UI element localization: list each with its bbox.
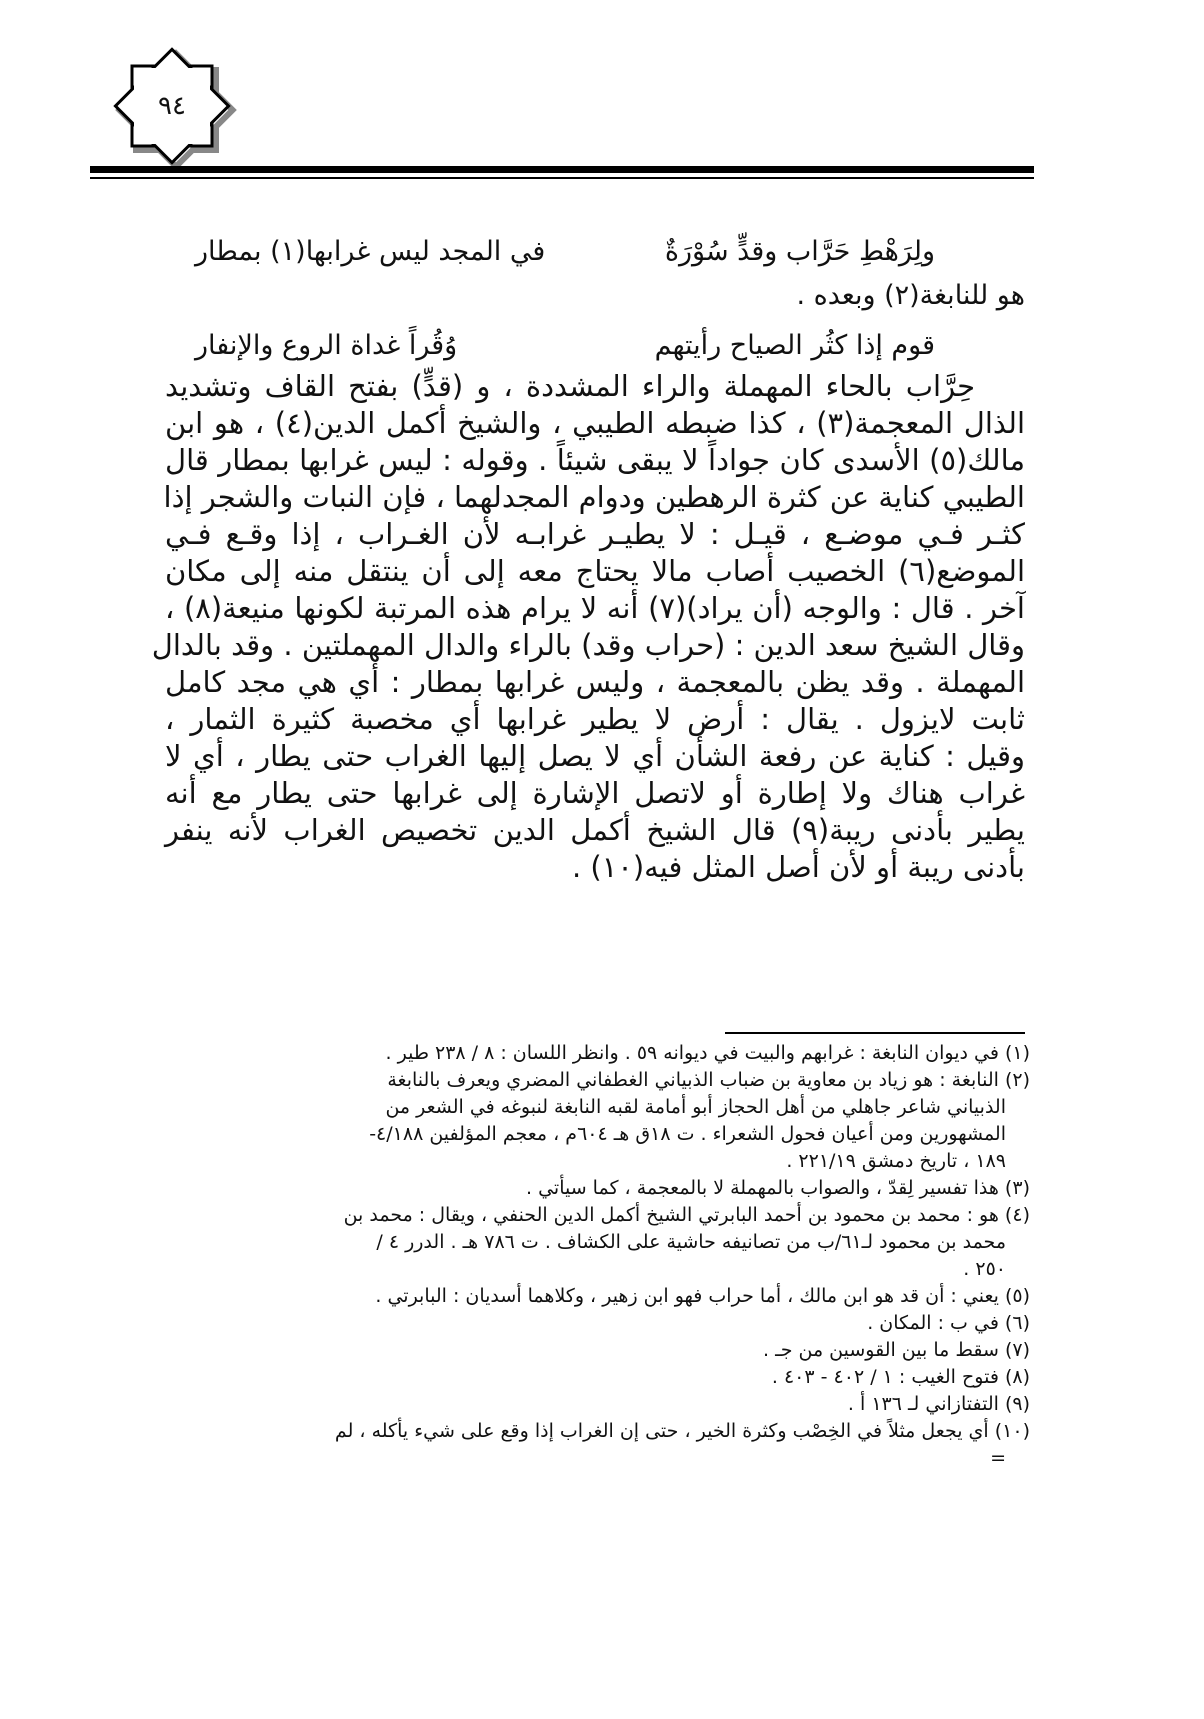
page-number-badge [106, 40, 238, 172]
commentary-line: بأدنى ريبة أو لأن أصل المثل فيه(١٠) . [571, 850, 1025, 884]
commentary-line: وقال الشيخ سعد الدين : (حراب وقد) بالراء والدال المهملتين . وقد بالدال [151, 628, 1025, 662]
commentary-line: الطيبي كناية عن كثرة الرهطين ودوام المجدلهما ، فإن النبات والشجر إذا [163, 480, 1025, 514]
footnote-separator [725, 1032, 1025, 1034]
commentary-line: المهملة . وقد يظن بالمعجمة ، وليس غرابها بمطار : أي هي مجد كامل [165, 665, 1025, 699]
verse-1 [165, 230, 1025, 274]
commentary-line: وقيل : كناية عن رفعة الشأن أي لا يصل إليها الغراب حتى يطار ، أي لا [165, 739, 1025, 773]
commentary-line: آخر . قال : والوجه (أن يراد)(٧) أنه لا يرام هذه المرتبة لكونها منيعة(٨) ، [165, 591, 1025, 625]
footnote-5: (٥) يعني : أن قد هو ابن مالك ، أما حراب فهو ابن زهير ، وكلاهما أسديان : البابرتي . [375, 1285, 1030, 1307]
commentary-line: غراب هناك ولا إطارة أو لاتصل الإشارة إلى غرابها حتى يطار مع أنه [165, 776, 1025, 810]
footnote-2: (٢) النابغة : هو زياد بن معاوية بن ضباب الذبياني الغطفاني المضري ويعرف بالنابغة [387, 1069, 1030, 1091]
verse-1-second-hemistich: في المجد ليس غرابها(١) بمطار [195, 236, 546, 267]
commentary-line: مالك(٥) الأسدى كان جواداً لا يبقى شيئاً . وقوله : ليس غرابها بمطار قال [165, 443, 1025, 477]
footnote-2-continuation: الذبياني شاعر جاهلي من أهل الحجاز أبو أمامة لقبه النابغة لنبوغه في الشعر من [385, 1096, 1006, 1118]
footnote-6: (٦) في ب : المكان . [867, 1312, 1030, 1334]
attribution: هو للنابغة(٢) وبعده . [796, 280, 1025, 311]
footnote-4-continuation: محمد بن محمود لـ٦١/ب من تصانيفه حاشية على الكشاف . ت ٧٨٦ هـ . الدرر ٤ / [376, 1231, 1006, 1253]
commentary-line: الموضع(٦) الخصيب أصاب مالا يحتاج معه إلى أن ينتقل منه إلى مكان [165, 554, 1025, 588]
verse-2-first-hemistich: قوم إذا كثُر الصياح رأيتهم [654, 330, 935, 361]
footnotes [160, 1040, 1030, 1472]
verse-2 [165, 324, 1025, 368]
commentary-line: كثـر فـي موضـع ، قيـل : لا يطيـر غرابـه لأن الغـراب ، إذا وقـع فـي [165, 517, 1025, 551]
header-rule-thin [90, 177, 1034, 179]
footnote-4: (٤) هو : محمد بن محمود بن أحمد البابرتي الشيخ أكمل الدين الحنفي ، ويقال : محمد بن [343, 1204, 1030, 1226]
commentary-line: ثابت لايزول . يقال : أرض لا يطير غرابها أي مخصبة كثيرة الثمار ، [165, 702, 1025, 736]
commentary-line: حِرَّاب بالحاء المهملة والراء المشددة ، و (قدٍّ) بفتح القاف وتشديد [165, 369, 975, 403]
footnote-4-continuation: ٢٥٠ . [963, 1258, 1006, 1280]
footnote-2-continuation: المشهورين ومن أعيان فحول الشعراء . ت ١٨ق هـ ٦٠٤م ، معجم المؤلفين ٤/١٨٨- [369, 1123, 1006, 1145]
commentary-line: يطير بأدنى ريبة(٩) قال الشيخ أكمل الدين تخصيص الغراب لأنه ينفر [165, 813, 1025, 847]
commentary-paragraph [151, 368, 1026, 886]
main-text [151, 230, 1026, 886]
header-rule-thick [90, 166, 1034, 173]
page-number: ٩٤ [158, 91, 186, 121]
commentary-line: الذال المعجمة(٣) ، كذا ضبطه الطيبي ، والشيخ أكمل الدين(٤) ، هو ابن [165, 406, 1026, 440]
footnote-10: (١٠) أي يجعل مثلاً في الخِصْب وكثرة الخير ، حتى إن الغراب إذا وقع على شيء يأكله ، لم [334, 1420, 1030, 1442]
footnote-2-continuation: ١٨٩ ، تاريخ دمشق ٢٢١/١٩ . [786, 1150, 1006, 1172]
footnote-9: (٩) التفتازاني لـ ١٣٦ أ . [847, 1393, 1030, 1415]
footnote-8: (٨) فتوح الغيب : ١ / ٤٠٢ - ٤٠٣ . [771, 1366, 1030, 1388]
footnote-continuation-marker: = [990, 1447, 1006, 1469]
footnote-3: (٣) هذا تفسير لِقدّ ، والصواب بالمهملة لا بالمعجمة ، كما سيأتي . [526, 1177, 1030, 1199]
verse-2-second-hemistich: وُقُراً غداة الروع والإنفار [195, 330, 458, 361]
footnote-1: (١) في ديوان النابغة : غرابهم والبيت في ديوانه ٥٩ . وانظر اللسان : ٨ / ٢٣٨ طير . [385, 1042, 1030, 1064]
verse-1-first-hemistich: ولِرَهْطِ حَرَّاب وقدٍّ سُوْرَةٌ [664, 236, 935, 267]
footnote-7: (٧) سقط ما بين القوسين من جـ . [763, 1339, 1030, 1361]
